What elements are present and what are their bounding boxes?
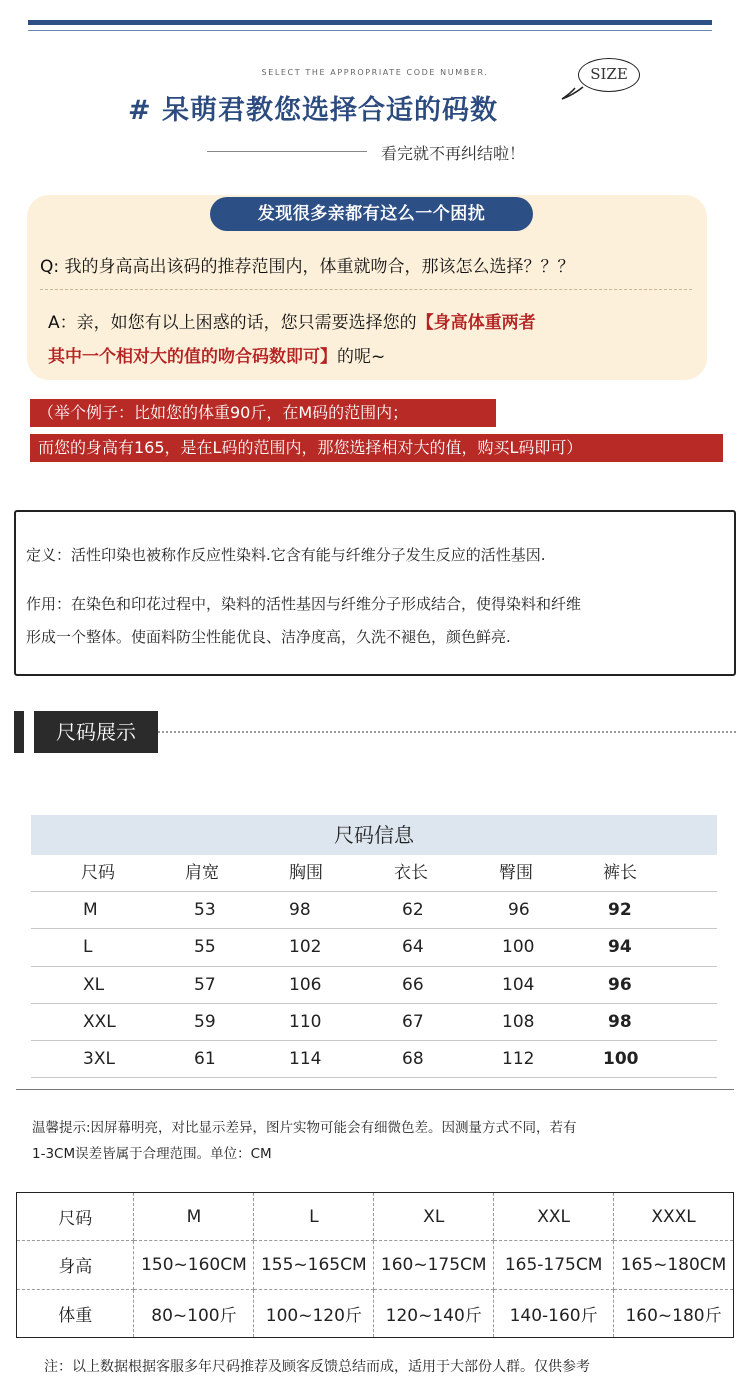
table-cell: 67: [402, 1011, 424, 1032]
table-cell: 62: [402, 900, 424, 921]
table-cell: 53: [194, 900, 216, 921]
table-cell: 100~120斤: [254, 1289, 374, 1337]
function-text-line-2: 形成一个整体。使面料防尘性能优良、洁净度高，久洗不褪色，颜色鲜亮.: [26, 628, 511, 646]
table-row: [31, 1041, 717, 1078]
table-cell: 98: [289, 900, 311, 921]
table-cell: 120~140斤: [374, 1289, 494, 1337]
table-cell: 98: [608, 1011, 632, 1032]
table-cell: 160~180斤: [614, 1289, 734, 1337]
table-row: [31, 892, 717, 929]
size-info-table: [31, 815, 717, 1078]
page-subtitle: 看完就不再纠结啦！: [381, 144, 526, 163]
table-cell: 104: [502, 974, 535, 995]
table-row: [31, 967, 717, 1004]
table-cell: 100: [603, 1048, 639, 1069]
table-cell: 59: [194, 1011, 216, 1032]
table-cell: XL: [374, 1193, 494, 1241]
size-table-bottom-rule: [16, 1089, 734, 1090]
table-cell: 96: [508, 900, 530, 921]
size-speech-bubble: SIZE: [578, 58, 640, 92]
column-header: 衣长: [394, 863, 428, 883]
table-cell: 64: [402, 937, 424, 958]
size-reference-table: [16, 1192, 734, 1338]
table-cell: 94: [608, 937, 632, 958]
table-cell: 165-175CM: [494, 1241, 614, 1289]
section-title: 尺码展示: [34, 711, 158, 753]
table-cell: 150~160CM: [134, 1241, 254, 1289]
definition-text: 定义：活性印染也被称作反应性染料.它含有能与纤维分子发生反应的活性基因.: [26, 546, 546, 564]
column-header: 尺码: [81, 863, 115, 883]
table-cell: 57: [194, 974, 216, 995]
section-accent-bar: [14, 711, 24, 753]
top-border-thin: [28, 30, 712, 31]
table-cell: 3XL: [83, 1048, 115, 1069]
table-cell: M: [83, 900, 98, 921]
footer-note: 注：以上数据根据客服多年尺码推荐及顾客反馈总结而成，适用于大部份人群。仅供参考: [44, 1359, 590, 1375]
table-row: [17, 1289, 734, 1337]
table-cell: 尺码: [17, 1193, 134, 1241]
section-dotted-rule: [158, 731, 736, 733]
table-cell: 61: [194, 1048, 216, 1069]
table-row: [31, 1004, 717, 1041]
notice-line-2: 1-3CM误差皆属于合理范围。单位：CM: [32, 1146, 272, 1162]
table-cell: 96: [608, 974, 632, 995]
page-title: # 呆萌君教您选择合适的码数: [128, 95, 499, 126]
table-cell: 112: [502, 1048, 535, 1069]
qa-divider: [40, 289, 692, 290]
size-info-header-row: [31, 855, 717, 892]
table-row: [31, 929, 717, 966]
qa-badge: 发现很多亲都有这么一个困扰: [210, 197, 533, 231]
table-cell: 155~165CM: [254, 1241, 374, 1289]
notice-line-1: 温馨提示:因屏幕明亮，对比显示差异，图片实物可能会有细微色差。因测量方式不同，若有: [32, 1120, 577, 1136]
table-cell: 66: [402, 974, 424, 995]
table-cell: 110: [289, 1011, 322, 1032]
qa-answer-highlight-2: 其中一个相对大的值的吻合码数即可】: [48, 347, 337, 367]
qa-answer-highlight-1: 【身高体重两者: [416, 313, 536, 333]
table-cell: 108: [502, 1011, 535, 1032]
table-cell: L: [254, 1193, 374, 1241]
qa-question: Q: 我的身高高出该码的推荐范围内，体重就吻合，那该怎么选择？？？: [40, 257, 575, 277]
table-cell: 80~100斤: [134, 1289, 254, 1337]
table-cell: 114: [289, 1048, 322, 1069]
table-row: [17, 1193, 734, 1241]
size-info-title: 尺码信息: [31, 815, 717, 855]
qa-answer-line-1: [48, 308, 536, 333]
table-cell: 体重: [17, 1289, 134, 1337]
qa-answer-prefix: A：亲，如您有以上困惑的话，您只需要选择您的: [48, 313, 417, 333]
table-cell: 160~175CM: [374, 1241, 494, 1289]
table-cell: M: [134, 1193, 254, 1241]
example-line-1: （举个例子：比如您的体重90斤，在M码的范围内；: [30, 399, 496, 427]
table-cell: 140-160斤: [494, 1289, 614, 1337]
table-cell: 身高: [17, 1241, 134, 1289]
table-cell: L: [83, 937, 93, 958]
table-cell: XL: [83, 974, 105, 995]
table-cell: 106: [289, 974, 322, 995]
table-cell: XXL: [494, 1193, 614, 1241]
table-cell: 165~180CM: [614, 1241, 734, 1289]
table-cell: 100: [502, 937, 535, 958]
speech-bubble-tail-icon: [561, 86, 587, 100]
table-row: [17, 1241, 734, 1289]
qa-answer-suffix: 的呢~: [337, 347, 386, 367]
function-text-line-1: 作用：在染色和印花过程中，染料的活性基因与纤维分子形成结合，使得染料和纤维: [26, 595, 582, 613]
subtitle-rule: [207, 151, 367, 152]
top-border-thick: [28, 20, 712, 25]
qa-answer-line-2: [48, 342, 385, 367]
table-cell: 92: [608, 900, 632, 921]
table-cell: 102: [289, 937, 322, 958]
definition-box: [14, 510, 736, 676]
table-cell: 55: [194, 937, 216, 958]
table-cell: 68: [402, 1048, 424, 1069]
table-cell: XXXL: [614, 1193, 734, 1241]
column-header: 裤长: [603, 863, 637, 883]
example-line-2: 而您的身高有165，是在L码的范围内，那您选择相对大的值，购买L码即可）: [30, 434, 723, 462]
header-eyebrow: SELECT THE APPROPRIATE CODE NUMBER.: [261, 68, 489, 77]
column-header: 肩宽: [185, 863, 219, 883]
column-header: 胸围: [289, 863, 323, 883]
table-cell: XXL: [83, 1011, 116, 1032]
column-header: 臀围: [499, 863, 533, 883]
